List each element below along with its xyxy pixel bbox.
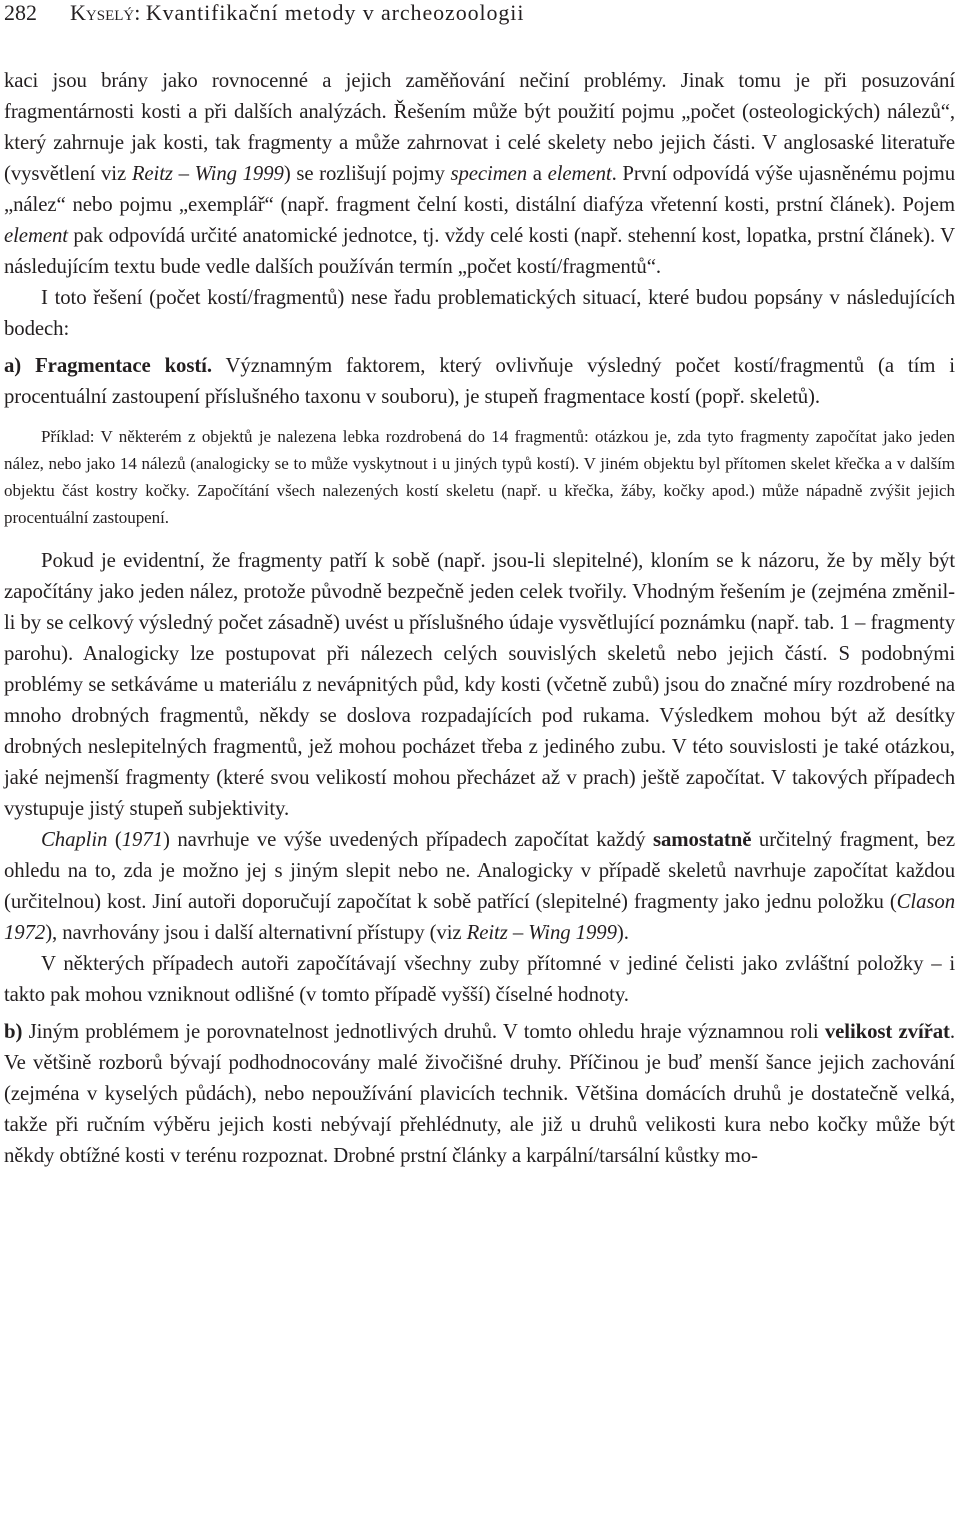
paragraph-3: Pokud je evidentní, že fragmenty patří k sobě (např. jsou-li slepitelné), kloním se k názoru, že by měly být započítány jako jeden nález, protože původně bezpečně jeden celek tvořily. Vhodným řešením je (zejména změnil-li by se celkový výsledný počet zásadně) uvést u příslušného údaje vysvětlující poznámku (např. tab. 1 – fragmenty parohu). Analogicky lze postupovat při nálezech celých souvislých skeletů nebo jejich částí. S podobnými problémy se setkáváme u materiálu z nevápnitých půd, kdy kosti (včetně zubů) jsou do značné míry rozdrobené na mnoho drobných fragmentů, někdy se doslova rozpadajících pod rukama. Výsledkem mohou být až desítky drobných neslepitelných fragmentů, jež mohou pocházet třeba z jediného zubu. V této souvislosti je také otázkou, jaké nejmenší fragmenty (které svou velikostí mohou přecházet až v prach) ještě započítat. V takových případech vystupuje jistý stupeň subjektivity. [4, 549, 955, 820]
p4-text-d: ), navrhovány jsou i další alternativní přístupy (viz [45, 921, 467, 944]
citation-chaplin-year: 1971 [121, 828, 163, 851]
header-title: Kvantifikační metody v archeozoologii [145, 0, 525, 25]
citation-clason: Clason 1972 [4, 890, 955, 944]
p4-text-a: ( [107, 828, 122, 851]
term-element-2: element [4, 224, 68, 247]
paragraph-4 [4, 824, 955, 948]
paragraph-b [4, 1016, 955, 1171]
citation-reitz-wing-2: Reitz – Wing 1999 [466, 921, 617, 944]
term-specimen: specimen [450, 162, 528, 185]
paragraph-1 [4, 65, 955, 282]
section-b-label: b) [4, 1020, 23, 1043]
p1-text: kaci jsou brány jako rovnocenné a jejich zaměňování nečiní problémy. Jinak tomu je při posuzování fragmentárnosti kosti a při dalších analýzách. Řešením může být použití pojmu „počet (osteologických) nálezů“, který zahrnuje jak kosti, tak fragmenty a může zahrnovat i celé skelety nebo jejich části. V anglosaské literatuře (vysvětlení viz [4, 69, 955, 185]
p1-text-b: ) se rozlišují pojmy [283, 162, 451, 185]
citation-chaplin: Chaplin [41, 828, 108, 851]
header-separator: : [134, 0, 146, 25]
p4-text-e: ). [616, 921, 629, 944]
running-header [4, 0, 944, 26]
p4-text-c: určitelný fragment, bez ohledu na to, zda je možno jej s jiným slepit nebo ne. Analogicky v případě skeletů navrhuje započítat každou (určitelnou) kost. Jiní autoři doporučují započítat k sobě patřící (slepitelné) fragmenty jako jednu položku ( [4, 828, 955, 913]
body-text [4, 65, 955, 1171]
page-number: 282 [4, 0, 37, 25]
paragraph-a [4, 350, 955, 412]
emphasis-samostatne: samostatně [653, 828, 752, 851]
header-author: Kyselý [70, 0, 135, 25]
pb-text-b: . Ve většině rozborů bývají podhodnocovány malé živočišné druhy. Příčinou je buď menší šance jejich zachování (zejména v kyselých půdách), nebo nepoužívání plavicích technik. Většina domácích druhů je dostatečně velká, takže při ručním výběru jejich kosti nebývají přehlédnuty, ale již u druhů velikosti kura nebo kočky může být někdy obtížné kosti v terénu rozpoznat. Drobné prstní články a karpální/tarsální kůstky mo- [4, 1020, 955, 1167]
emphasis-velikost-zvirat: velikost zvířat [824, 1020, 950, 1043]
example-block: Příklad: V některém z objektů je nalezena lebka rozdrobená do 14 fragmentů: otázkou je, zda tyto fragmenty započítat jako jeden nález, nebo jako 14 nálezů (analogicky se to může vyskytnout i u jiných typů kostí). V jiném objektu byl přítomen skelet křečka a v dalším objektu část kostry kočky. Započítání všech nalezených kostí skeletu (např. u křečka, žáby, kočky apod.) může nápadně zvýšit jejich procentuální zastoupení. [4, 427, 955, 527]
p1-text-e: pak odpovídá určité anatomické jednotce, tj. vždy celé kosti (např. stehenní kost, lopatka, prstní článek). V následujícím textu bude vedle dalších používán termín „počet kostí/fragmentů“. [4, 224, 955, 278]
p4-text-b: ) navrhuje ve výše uvedených případech započítat každý [162, 828, 653, 851]
section-a-text: Významným faktorem, který ovlivňuje výsledný počet kostí/fragmentů (a tím i procentuální zastoupení příslušného taxonu v souboru), je stupeň fragmentace kostí (popř. skeletů). [4, 354, 955, 408]
paragraph-5: V některých případech autoři započítávají všechny zuby přítomné v jediné čelisti jako zvláštní položky – i takto pak mohou vzniknout odlišné (v tomto případě vyšší) číselné hodnoty. [4, 952, 955, 1006]
p1-text-c: a [527, 162, 548, 185]
p1-text-d: . První odpovídá výše ujasněnému pojmu „nález“ nebo pojmu „exemplář“ (např. fragment čelní kosti, distální diafýza vřetenní kosti, prstní článek). Pojem [4, 162, 955, 216]
paragraph-2: I toto řešení (počet kostí/fragmentů) nese řadu problematických situací, které budou popsány v následujících bodech: [4, 286, 955, 340]
term-element: element [547, 162, 612, 185]
citation-reitz-wing: Reitz – Wing 1999 [131, 162, 284, 185]
section-a-label: a) Fragmentace kostí. [4, 354, 212, 377]
pb-text-a: Jiným problémem je porovnatelnost jednotlivých druhů. V tomto ohledu hraje významnou roli [22, 1020, 825, 1043]
